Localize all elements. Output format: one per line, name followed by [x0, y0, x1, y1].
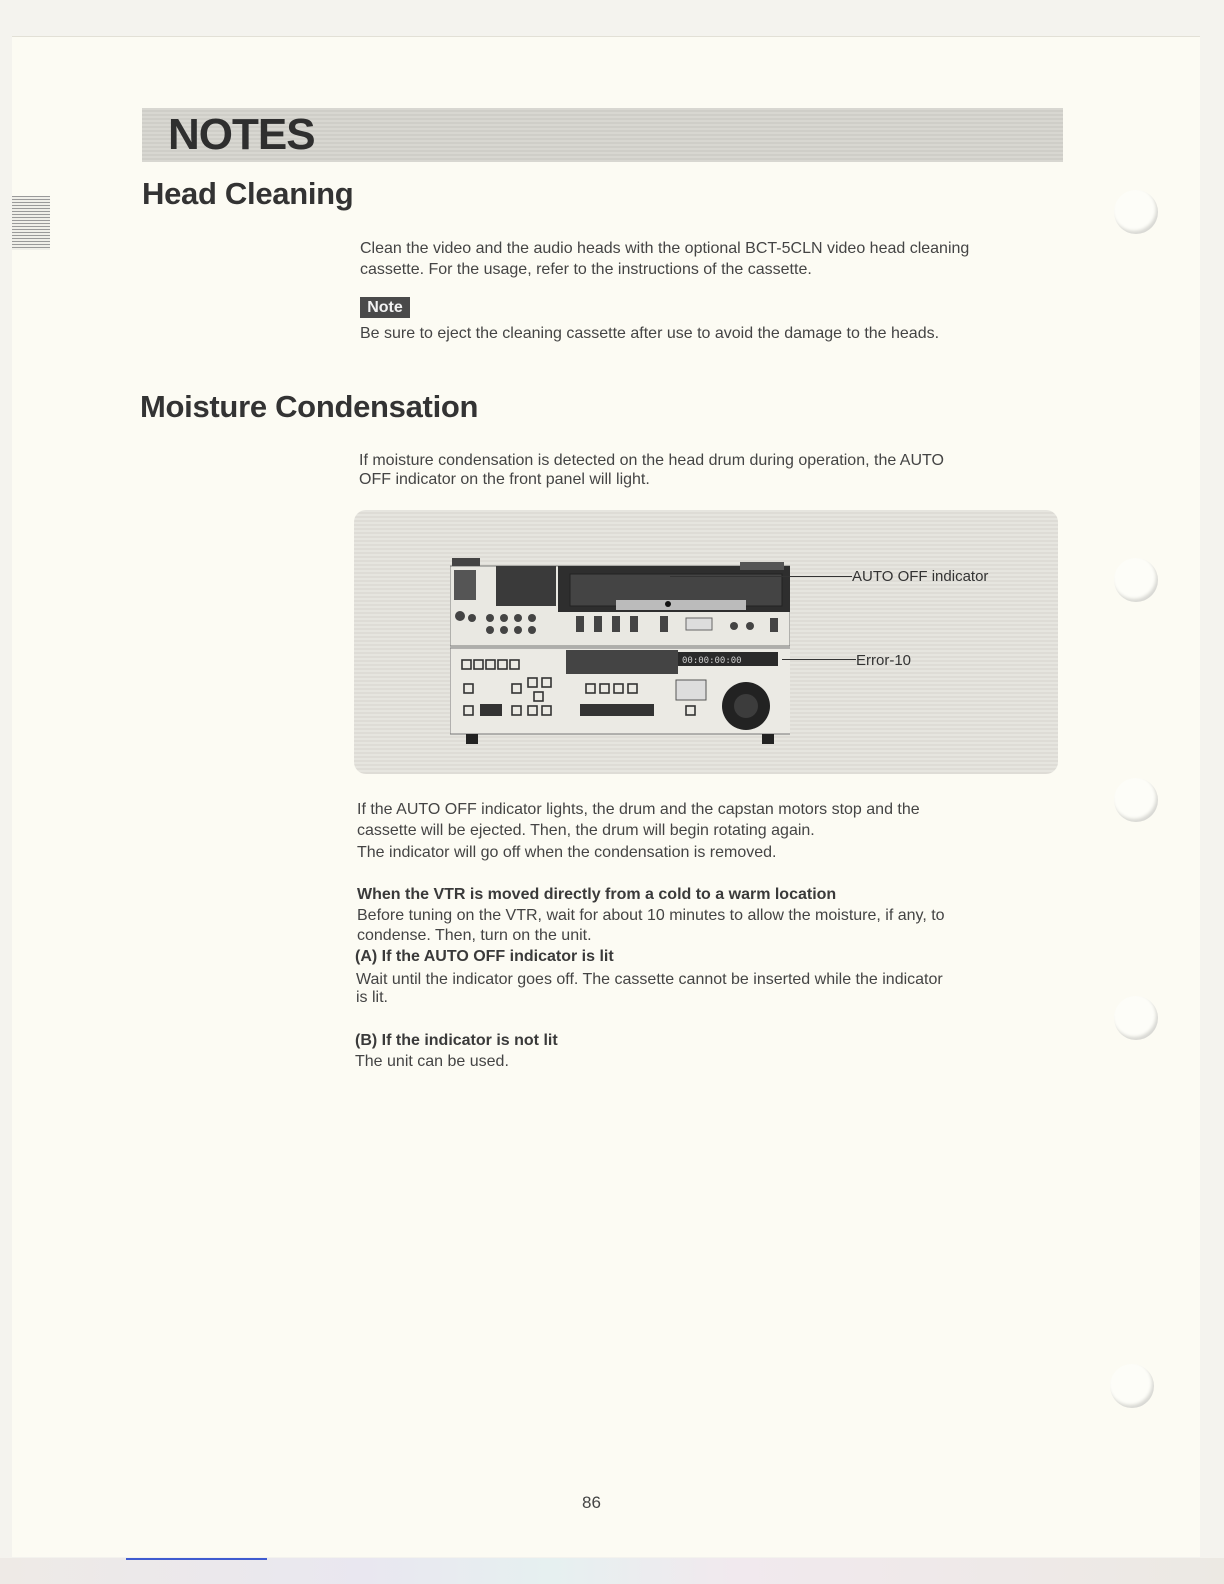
binder-hole — [1114, 778, 1158, 822]
after-line-2: cassette will be ejected. Then, the drum will begin rotating again. — [357, 822, 815, 839]
time-code-readout: 00:00:00:00 — [682, 656, 742, 666]
head-cleaning-line-1: Clean the video and the audio heads with the optional BCT-5CLN video head cleaning — [360, 240, 970, 257]
scan-bottom-strip — [0, 1558, 1224, 1584]
auto-off-indicator-led — [665, 601, 671, 607]
section-tab-mark — [12, 196, 50, 250]
moisture-intro-line-2: OFF indicator on the front panel will light. — [359, 471, 650, 488]
note-badge: Note — [360, 297, 410, 318]
head-cleaning-heading: Head Cleaning — [142, 176, 354, 211]
moisture-heading: Moisture Condensation — [140, 389, 479, 424]
page-title: NOTES — [168, 110, 315, 159]
auto-off-callout-label: AUTO OFF indicator — [852, 568, 989, 585]
case-a-line-1: Wait until the indicator goes off. The cassette cannot be inserted while the indicator — [356, 971, 943, 988]
after-line-1: If the AUTO OFF indicator lights, the drum and the capstan motors stop and the — [357, 801, 920, 818]
note-text: Be sure to eject the cleaning cassette after use to avoid the damage to the heads. — [360, 325, 940, 342]
scan-edge-rule — [126, 1558, 267, 1560]
binder-hole — [1114, 996, 1158, 1040]
binder-hole — [1114, 558, 1158, 602]
after-line-3: The indicator will go off when the condensation is removed. — [357, 844, 777, 861]
cold-location-heading: When the VTR is moved directly from a cold to a warm location — [357, 886, 837, 903]
page-number: 86 — [582, 1493, 601, 1512]
binder-hole — [1114, 190, 1158, 234]
case-a-heading: (A) If the AUTO OFF indicator is lit — [355, 948, 614, 965]
moisture-intro-line-1: If moisture condensation is detected on the head drum during operation, the AUTO — [359, 452, 944, 469]
auto-off-callout-line — [670, 576, 852, 577]
case-b-heading: (B) If the indicator is not lit — [355, 1032, 558, 1049]
case-b-line-1: The unit can be used. — [355, 1053, 509, 1070]
error-callout-line — [782, 659, 856, 660]
vtr-figure — [354, 510, 1058, 774]
head-cleaning-line-2: cassette. For the usage, refer to the instructions of the cassette. — [360, 261, 812, 278]
notes-banner — [142, 108, 1063, 162]
vtr-front-panel-illustration — [450, 556, 790, 746]
binder-hole — [1110, 1364, 1154, 1408]
cold-location-line-1: Before tuning on the VTR, wait for about 10 minutes to allow the moisture, if any, to — [357, 907, 945, 924]
case-a-line-2: is lit. — [356, 989, 388, 1006]
cold-location-line-2: condense. Then, turn on the unit. — [357, 927, 592, 944]
error-callout-label: Error-10 — [856, 652, 912, 669]
